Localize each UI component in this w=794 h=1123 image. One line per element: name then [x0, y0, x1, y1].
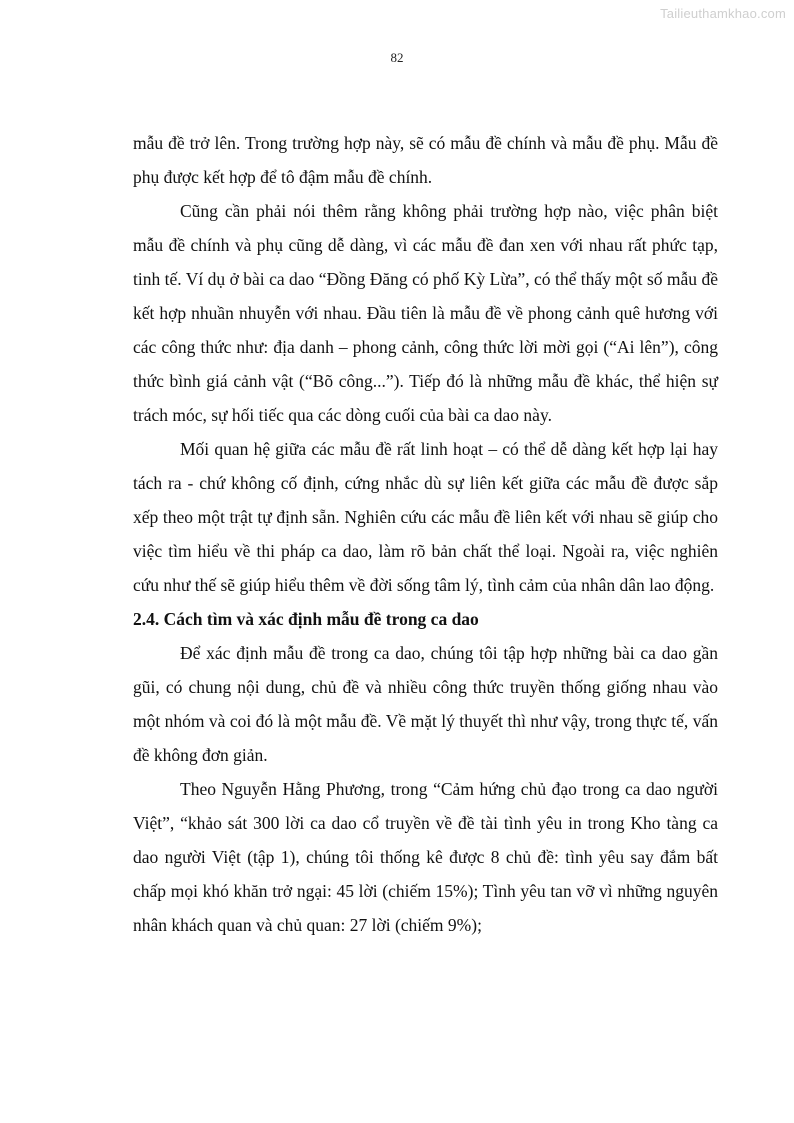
section-heading: 2.4. Cách tìm và xác định mẫu đề trong ca dao — [133, 609, 479, 629]
paragraph-interwoven-motifs: Cũng cần phải nói thêm rằng không phải trường hợp nào, việc phân biệt mẫu đề chính và phụ cũng dễ dàng, vì các mẫu đề đan xen với nhau rất phức tạp, tinh tế. Ví dụ ở bài ca dao “Đồng Đăng có phố Kỳ Lừa”, có thể thấy một số mẫu đề kết hợp nhuần nhuyễn với nhau. Đầu tiên là mẫu đề về phong cảnh quê hương với các công thức như: địa danh – phong cảnh, công thức lời mời gọi (“Ai lên”), công thức bình giá cảnh vật (“Bõ công...”). Tiếp đó là những mẫu đề khác, thể hiện sự trách móc, sự hối tiếc qua các dòng cuối của bài ca dao này. — [133, 201, 718, 425]
paragraph-continuation: mẫu đề trở lên. Trong trường hợp này, sẽ có mẫu đề chính và mẫu đề phụ. Mẫu đề phụ được kết hợp để tô đậm mẫu đề chính. — [133, 133, 718, 187]
paragraph-motif-relations: Mối quan hệ giữa các mẫu đề rất linh hoạt – có thể dễ dàng kết hợp lại hay tách ra - chứ không cố định, cứng nhắc dù sự liên kết giữa các mẫu đề được sắp xếp theo một trật tự định sẵn. Nghiên cứu các mẫu đề liên kết với nhau sẽ giúp cho việc tìm hiểu về thi pháp ca dao, làm rõ bản chất thể loại. Ngoài ra, việc nghiên cứu như thế sẽ giúp hiểu thêm về đời sống tâm lý, tình cảm của nhân dân lao động. — [133, 439, 718, 595]
watermark: Tailieuthamkhao.com — [660, 6, 786, 21]
page-body — [133, 126, 718, 942]
paragraph-method: Để xác định mẫu đề trong ca dao, chúng tôi tập hợp những bài ca dao gần gũi, có chung nội dung, chủ đề và nhiều công thức truyền thống giống nhau vào một nhóm và coi đó là một mẫu đề. Về mặt lý thuyết thì như vậy, trong thực tế, vấn đề không đơn giản. — [133, 643, 718, 765]
paragraph-survey-quote: Theo Nguyễn Hằng Phương, trong “Cảm hứng chủ đạo trong ca dao người Việt”, “khảo sát 300 lời ca dao cổ truyền về đề tài tình yêu in trong Kho tàng ca dao người Việt (tập 1), chúng tôi thống kê được 8 chủ đề: tình yêu say đắm bất chấp mọi khó khăn trở ngại: 45 lời (chiếm 15%); Tình yêu tan vỡ vì những nguyên nhân khách quan và chủ quan: 27 lời (chiếm 9%); — [133, 779, 718, 935]
page-number: 82 — [390, 50, 404, 65]
